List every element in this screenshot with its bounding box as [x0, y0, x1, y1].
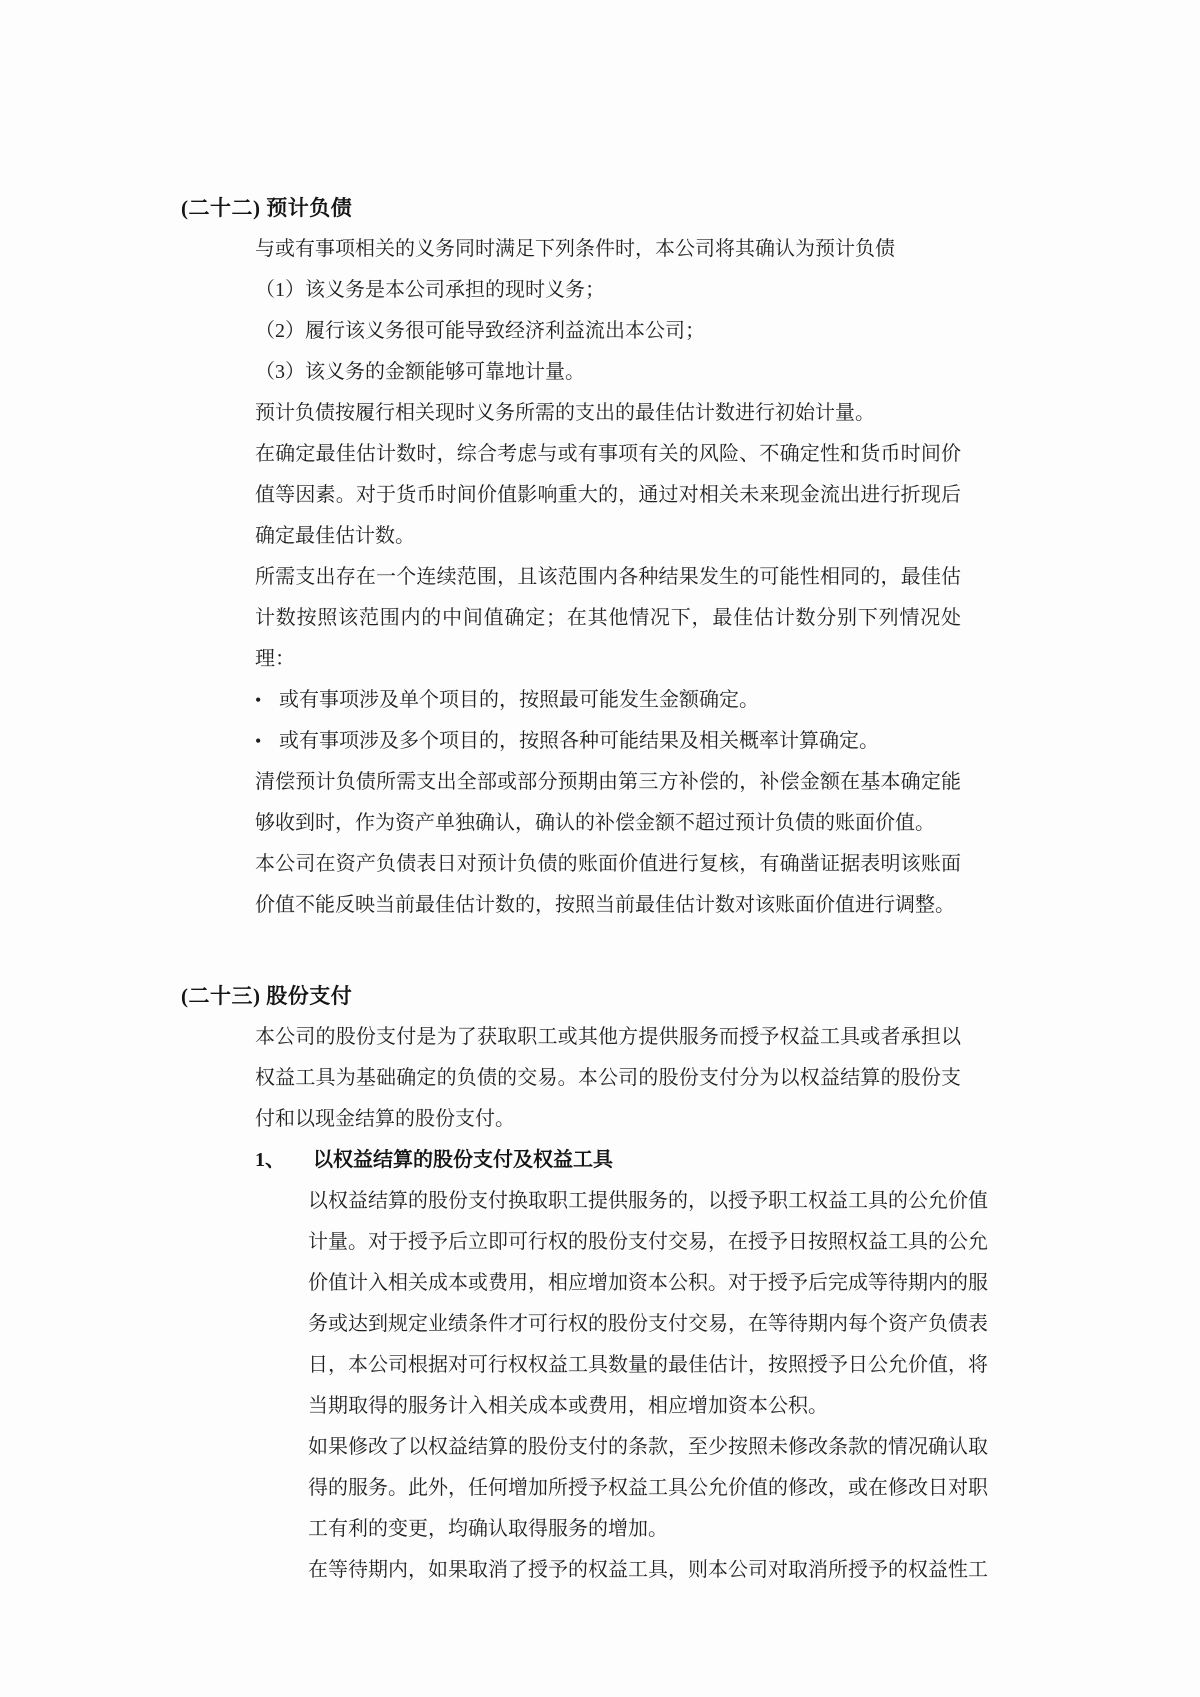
subheading-title: 以权益结算的股份支付及权益工具	[313, 1149, 613, 1171]
subheading-number: 1、	[255, 1149, 285, 1171]
section-heading: (二十二) 预计负债	[181, 196, 353, 220]
bullet-item	[255, 721, 961, 762]
paragraph: 清偿预计负债所需支出全部或部分预期由第三方补偿的，补偿金额在基本确定能够收到时，作为资产单独确认，确认的补偿金额不超过预计负债的账面价值。	[255, 771, 961, 834]
condition-item: （3）该义务的金额能够可靠地计量。	[255, 361, 585, 383]
paragraph: 本公司在资产负债表日对预计负债的账面价值进行复核，有确凿证据表明该账面价值不能反映当前最佳估计数的，按照当前最佳估计数对该账面价值进行调整。	[255, 853, 961, 916]
bullet-item	[255, 680, 961, 721]
paragraph: 在确定最佳估计数时，综合考虑与或有事项有关的风险、不确定性和货币时间价值等因素。对于货币时间价值影响重大的，通过对相关未来现金流出进行折现后确定最佳估计数。	[255, 443, 961, 547]
bullet-icon: •	[255, 690, 262, 710]
page-content	[181, 188, 1021, 1591]
sub-paragraph: 以权益结算的股份支付换取职工提供服务的，以授予职工权益工具的公允价值计量。对于授予后立即可行权的股份支付交易，在授予日按照权益工具的公允价值计入相关成本或费用，相应增加资本公积。对于授予后完成等待期内的服务或达到规定业绩条件才可行权的股份支付交易，在等待期内每个资产负债表日，本公司根据对可行权权益工具数量的最佳估计，按照授予日公允价值，将当期取得的服务计入相关成本或费用，相应增加资本公积。	[308, 1190, 988, 1417]
paragraph: 本公司的股份支付是为了获取职工或其他方提供服务而授予权益工具或者承担以权益工具为基础确定的负债的交易。本公司的股份支付分为以权益结算的股份支付和以现金结算的股份支付。	[255, 1026, 961, 1130]
paragraph: 所需支出存在一个连续范围，且该范围内各种结果发生的可能性相同的，最佳估计数按照该范围内的中间值确定；在其他情况下，最佳估计数分别下列情况处理：	[255, 566, 961, 670]
paragraph: 与或有事项相关的义务同时满足下列条件时，本公司将其确认为预计负债	[255, 238, 895, 260]
section-estimated-liabilities	[181, 188, 1021, 926]
paragraph: 预计负债按履行相关现时义务所需的支出的最佳估计数进行初始计量。	[255, 402, 875, 424]
condition-item: （2）履行该义务很可能导致经济利益流出本公司；	[255, 320, 705, 342]
condition-item: （1）该义务是本公司承担的现时义务；	[255, 279, 605, 301]
sub-paragraph: 在等待期内，如果取消了授予的权益工具，则本公司对取消所授予的权益性工	[308, 1559, 988, 1581]
section-heading: (二十三) 股份支付	[181, 984, 353, 1008]
numbered-subheading	[255, 1140, 1021, 1181]
sub-paragraph: 如果修改了以权益结算的股份支付的条款，至少按照未修改条款的情况确认取得的服务。此外，任何增加所授予权益工具公允价值的修改，或在修改日对职工有利的变更，均确认取得服务的增加。	[308, 1436, 988, 1540]
bullet-icon: •	[255, 731, 262, 751]
bullet-item-text: 或有事项涉及多个项目的，按照各种可能结果及相关概率计算确定。	[279, 730, 879, 752]
bullet-item-text: 或有事项涉及单个项目的，按照最可能发生金额确定。	[279, 689, 759, 711]
section-share-based-payment	[181, 976, 1021, 1591]
